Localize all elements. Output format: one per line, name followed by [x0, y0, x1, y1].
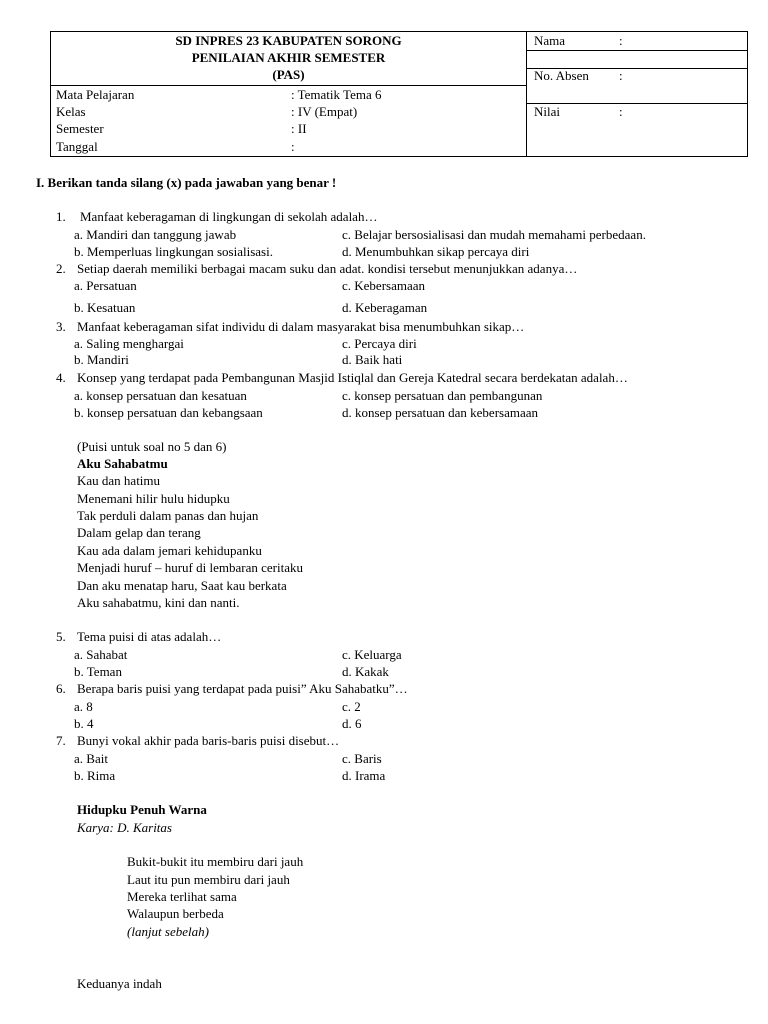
option-c[interactable]: c. 2 — [342, 699, 361, 714]
section-title: I. Berikan tanda silang (x) pada jawaban yang benar ! — [36, 175, 337, 190]
option-c[interactable]: c. Kebersamaan — [342, 278, 426, 293]
poem2-last-line: Keduanya indah — [77, 976, 162, 991]
semester-value: : II — [291, 121, 307, 136]
question-number: 6. — [56, 681, 66, 696]
question-text: Manfaat keberagaman sifat individu di dalam masyarakat bisa menumbuhkan sikap… — [77, 319, 525, 334]
option-d[interactable]: d. Baik hati — [342, 352, 403, 367]
poem-line: Dalam gelap dan terang — [77, 525, 201, 540]
option-b[interactable]: b. Rima — [74, 768, 116, 783]
table-divider — [527, 50, 747, 51]
poem2-line: Walaupun berbeda — [127, 906, 224, 921]
option-b[interactable]: b. 4 — [74, 716, 94, 731]
option-a[interactable]: a. Persatuan — [74, 278, 137, 293]
poem2-line: Laut itu pun membiru dari jauh — [127, 872, 290, 887]
absen-colon: : — [619, 68, 623, 83]
option-b[interactable]: b. Kesatuan — [74, 300, 136, 315]
name-label: Nama — [534, 33, 566, 48]
question-number: 5. — [56, 629, 66, 644]
question-text: Bunyi vokal akhir pada baris-baris puisi disebut… — [77, 733, 340, 748]
poem-line: Kau ada dalam jemari kehidupanku — [77, 543, 262, 558]
question-number: 2. — [56, 261, 66, 276]
option-d[interactable]: d. Irama — [342, 768, 386, 783]
option-b[interactable]: b. Teman — [74, 664, 122, 679]
question-text: Setiap daerah memiliki berbagai macam suku dan adat. kondisi tersebut menunjukkan adanya… — [77, 261, 578, 276]
poem2-title: Hidupku Penuh Warna — [77, 802, 207, 817]
absen-label: No. Absen — [534, 68, 589, 83]
date-value: : — [291, 139, 295, 154]
date-label: Tanggal — [56, 139, 98, 154]
header-table — [50, 31, 748, 157]
option-a[interactable]: a. konsep persatuan dan kesatuan — [74, 388, 247, 403]
option-b[interactable]: b. Memperluas lingkungan sosialisasi. — [74, 244, 273, 259]
question-number: 4. — [56, 370, 66, 385]
poem-line: Dan aku menatap haru, Saat kau berkata — [77, 578, 287, 593]
option-d[interactable]: d. konsep persatuan dan kebersamaan — [342, 405, 539, 420]
option-c[interactable]: c. Baris — [342, 751, 382, 766]
poem-line: Menjadi huruf – huruf di lembaran ceritaku — [77, 560, 303, 575]
option-c[interactable]: c. Belajar bersosialisasi dan mudah memahami perbedaan. — [342, 227, 646, 242]
option-a[interactable]: a. Bait — [74, 751, 108, 766]
school-name: SD INPRES 23 KABUPATEN SORONG — [175, 33, 402, 48]
semester-label: Semester — [56, 121, 104, 136]
exam-title: PENILAIAN AKHIR SEMESTER — [191, 50, 386, 65]
class-value: : IV (Empat) — [291, 104, 358, 119]
option-d[interactable]: d. Keberagaman — [342, 300, 428, 315]
option-b[interactable]: b. konsep persatuan dan kebangsaan — [74, 405, 263, 420]
table-divider — [527, 103, 747, 104]
poem-title: Aku Sahabatmu — [77, 456, 168, 471]
continued-note: (lanjut sebelah) — [127, 924, 209, 939]
option-c[interactable]: c. konsep persatuan dan pembangunan — [342, 388, 543, 403]
option-a[interactable]: a. 8 — [74, 699, 93, 714]
question-number: 7. — [56, 733, 66, 748]
option-a[interactable]: a. Sahabat — [74, 647, 128, 662]
option-b[interactable]: b. Mandiri — [74, 352, 129, 367]
option-d[interactable]: d. Menumbuhkan sikap percaya diri — [342, 244, 530, 259]
question-text: Manfaat keberagaman di lingkungan di sekolah adalah… — [80, 209, 378, 224]
option-c[interactable]: c. Keluarga — [342, 647, 402, 662]
poem-line: Menemani hilir hulu hidupku — [77, 491, 230, 506]
poem-line: Kau dan hatimu — [77, 473, 161, 488]
poem2-line: Mereka terlihat sama — [127, 889, 237, 904]
question-number: 1. — [56, 209, 66, 224]
poem2-author: Karya: D. Karitas — [77, 820, 172, 835]
name-colon: : — [619, 33, 623, 48]
question-text: Berapa baris puisi yang terdapat pada puisi” Aku Sahabatku”… — [77, 681, 408, 696]
exam-abbr: (PAS) — [272, 67, 305, 82]
poem-line: Tak perduli dalam panas dan hujan — [77, 508, 259, 523]
table-divider — [51, 85, 526, 86]
option-d[interactable]: d. 6 — [342, 716, 362, 731]
poem-line: Aku sahabatmu, kini dan nanti. — [77, 595, 240, 610]
nilai-label: Nilai — [534, 104, 560, 119]
poem2-line: Bukit-bukit itu membiru dari jauh — [127, 854, 304, 869]
class-label: Kelas — [56, 104, 86, 119]
question-text: Tema puisi di atas adalah… — [77, 629, 222, 644]
option-d[interactable]: d. Kakak — [342, 664, 389, 679]
question-text: Konsep yang terdapat pada Pembangunan Masjid Istiqlal dan Gereja Katedral secara berdekatan adalah… — [77, 370, 628, 385]
option-c[interactable]: c. Percaya diri — [342, 336, 417, 351]
question-number: 3. — [56, 319, 66, 334]
option-a[interactable]: a. Mandiri dan tanggung jawab — [74, 227, 237, 242]
subject-label: Mata Pelajaran — [56, 87, 135, 102]
nilai-colon: : — [619, 104, 623, 119]
subject-value: : Tematik Tema 6 — [291, 87, 382, 102]
option-a[interactable]: a. Saling menghargai — [74, 336, 184, 351]
poem-intro: (Puisi untuk soal no 5 dan 6) — [77, 439, 227, 454]
